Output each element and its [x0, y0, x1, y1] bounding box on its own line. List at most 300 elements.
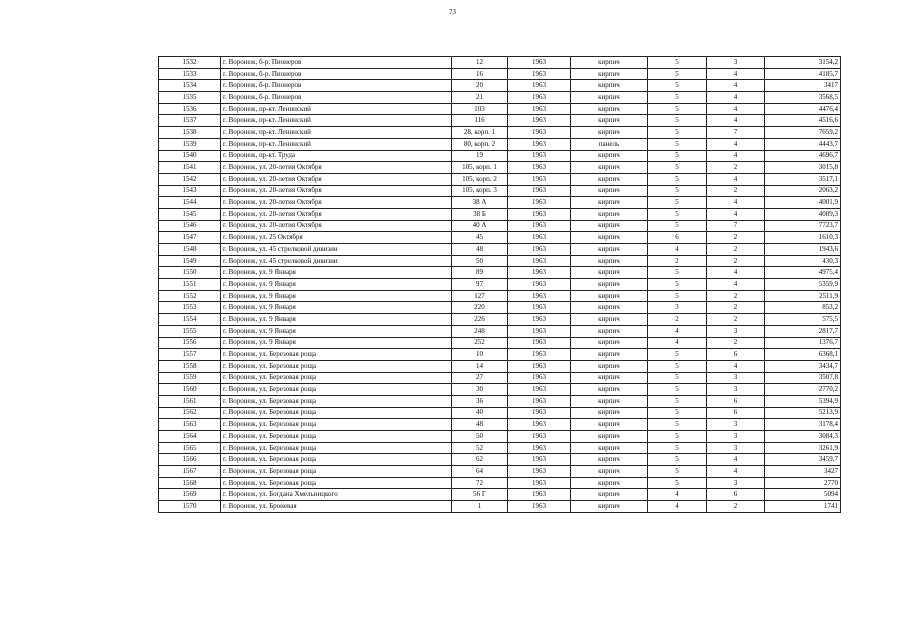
floors-cell: 5 [648, 407, 707, 419]
address-cell: г. Воронеж, ул. 20-летия Октября [221, 208, 452, 220]
wall-material-cell: кирпич [571, 290, 648, 302]
row-number-cell: 1533 [159, 68, 221, 80]
table-row [159, 138, 841, 150]
build-year-cell: 1963 [508, 360, 571, 372]
build-year-cell: 1963 [508, 185, 571, 197]
build-year-cell: 1963 [508, 197, 571, 209]
area-cell: 7723,7 [765, 220, 841, 232]
table-row [159, 220, 841, 232]
entrances-cell: 4 [707, 360, 765, 372]
wall-material-cell: кирпич [571, 384, 648, 396]
area-cell: 2770 [765, 477, 841, 489]
wall-material-cell: кирпич [571, 267, 648, 279]
area-cell: 3261,9 [765, 442, 841, 454]
house-number-cell: 48 [452, 244, 508, 256]
address-cell: г. Воронеж, ул. Березовая роща [221, 384, 452, 396]
floors-cell: 5 [648, 454, 707, 466]
entrances-cell: 3 [707, 57, 765, 69]
wall-material-cell: кирпич [571, 173, 648, 185]
build-year-cell: 1963 [508, 466, 571, 478]
wall-material-cell: кирпич [571, 68, 648, 80]
table-row [159, 232, 841, 244]
entrances-cell: 2 [707, 232, 765, 244]
address-cell: г. Воронеж, ул. Березовая роща [221, 466, 452, 478]
build-year-cell: 1963 [508, 150, 571, 162]
entrances-cell: 4 [707, 197, 765, 209]
floors-cell: 3 [648, 302, 707, 314]
row-number-cell: 1552 [159, 290, 221, 302]
area-cell: 4696,7 [765, 150, 841, 162]
floors-cell: 5 [648, 197, 707, 209]
address-cell: г. Воронеж, ул. Березовая роща [221, 419, 452, 431]
area-cell: 7659,2 [765, 127, 841, 139]
entrances-cell: 4 [707, 466, 765, 478]
floors-cell: 5 [648, 68, 707, 80]
area-cell: 1943,6 [765, 244, 841, 256]
row-number-cell: 1544 [159, 197, 221, 209]
housing-registry-table [158, 56, 841, 513]
floors-cell: 5 [648, 80, 707, 92]
entrances-cell: 4 [707, 267, 765, 279]
floors-cell: 4 [648, 501, 707, 513]
build-year-cell: 1963 [508, 232, 571, 244]
table-row [159, 314, 841, 326]
floors-cell: 5 [648, 466, 707, 478]
entrances-cell: 2 [707, 185, 765, 197]
table-row [159, 489, 841, 501]
entrances-cell: 3 [707, 384, 765, 396]
area-cell: 3517,1 [765, 173, 841, 185]
table-row [159, 244, 841, 256]
table-row [159, 57, 841, 69]
build-year-cell: 1963 [508, 244, 571, 256]
wall-material-cell: кирпич [571, 115, 648, 127]
area-cell: 3434,7 [765, 360, 841, 372]
row-number-cell: 1534 [159, 80, 221, 92]
area-cell: 6368,1 [765, 349, 841, 361]
table-row [159, 419, 841, 431]
build-year-cell: 1963 [508, 349, 571, 361]
house-number-cell: 52 [452, 442, 508, 454]
row-number-cell: 1563 [159, 419, 221, 431]
wall-material-cell: кирпич [571, 244, 648, 256]
entrances-cell: 2 [707, 290, 765, 302]
house-number-cell: 36 [452, 395, 508, 407]
row-number-cell: 1561 [159, 395, 221, 407]
build-year-cell: 1963 [508, 267, 571, 279]
area-cell: 3178,4 [765, 419, 841, 431]
house-number-cell: 226 [452, 314, 508, 326]
floors-cell: 5 [648, 395, 707, 407]
house-number-cell: 38 А [452, 197, 508, 209]
entrances-cell: 6 [707, 349, 765, 361]
table-row [159, 185, 841, 197]
floors-cell: 4 [648, 489, 707, 501]
address-cell: г. Воронеж, пр-кт. Ленинский [221, 115, 452, 127]
build-year-cell: 1963 [508, 115, 571, 127]
row-number-cell: 1564 [159, 431, 221, 443]
row-number-cell: 1559 [159, 372, 221, 384]
address-cell: г. Воронеж, ул. 45 стрелковой дивизии [221, 255, 452, 267]
entrances-cell: 4 [707, 150, 765, 162]
area-cell: 5394,9 [765, 395, 841, 407]
registry-table-body [159, 57, 841, 513]
entrances-cell: 7 [707, 220, 765, 232]
entrances-cell: 4 [707, 173, 765, 185]
floors-cell: 5 [648, 384, 707, 396]
row-number-cell: 1549 [159, 255, 221, 267]
build-year-cell: 1963 [508, 255, 571, 267]
address-cell: г. Воронеж, б-р. Пионеров [221, 57, 452, 69]
area-cell: 4516,6 [765, 115, 841, 127]
house-number-cell: 45 [452, 232, 508, 244]
row-number-cell: 1569 [159, 489, 221, 501]
address-cell: г. Воронеж, ул. Березовая роща [221, 372, 452, 384]
entrances-cell: 3 [707, 419, 765, 431]
build-year-cell: 1963 [508, 80, 571, 92]
row-number-cell: 1537 [159, 115, 221, 127]
build-year-cell: 1963 [508, 489, 571, 501]
row-number-cell: 1568 [159, 477, 221, 489]
build-year-cell: 1963 [508, 325, 571, 337]
floors-cell: 5 [648, 477, 707, 489]
row-number-cell: 1542 [159, 173, 221, 185]
area-cell: 430,3 [765, 255, 841, 267]
area-cell: 4975,4 [765, 267, 841, 279]
wall-material-cell: кирпич [571, 349, 648, 361]
build-year-cell: 1963 [508, 302, 571, 314]
house-number-cell: 12 [452, 57, 508, 69]
build-year-cell: 1963 [508, 431, 571, 443]
address-cell: г. Воронеж, пр-кт. Ленинский [221, 127, 452, 139]
entrances-cell: 2 [707, 314, 765, 326]
entrances-cell: 3 [707, 431, 765, 443]
address-cell: г. Воронеж, ул. 9 Января [221, 337, 452, 349]
entrances-cell: 2 [707, 162, 765, 174]
house-number-cell: 19 [452, 150, 508, 162]
row-number-cell: 1554 [159, 314, 221, 326]
build-year-cell: 1963 [508, 220, 571, 232]
build-year-cell: 1963 [508, 290, 571, 302]
entrances-cell: 2 [707, 501, 765, 513]
table-row [159, 255, 841, 267]
build-year-cell: 1963 [508, 208, 571, 220]
build-year-cell: 1963 [508, 68, 571, 80]
wall-material-cell: кирпич [571, 477, 648, 489]
floors-cell: 5 [648, 431, 707, 443]
wall-material-cell: кирпич [571, 220, 648, 232]
wall-material-cell: кирпич [571, 442, 648, 454]
row-number-cell: 1556 [159, 337, 221, 349]
table-row [159, 115, 841, 127]
wall-material-cell: кирпич [571, 57, 648, 69]
table-row [159, 80, 841, 92]
wall-material-cell: кирпич [571, 337, 648, 349]
wall-material-cell: кирпич [571, 419, 648, 431]
row-number-cell: 1570 [159, 501, 221, 513]
area-cell: 3154,2 [765, 57, 841, 69]
area-cell: 2770,2 [765, 384, 841, 396]
area-cell: 853,2 [765, 302, 841, 314]
row-number-cell: 1547 [159, 232, 221, 244]
wall-material-cell: кирпич [571, 314, 648, 326]
address-cell: г. Воронеж, ул. Березовая роща [221, 395, 452, 407]
wall-material-cell: кирпич [571, 302, 648, 314]
page-number: 73 [449, 8, 456, 16]
house-number-cell: 72 [452, 477, 508, 489]
area-cell: 5094 [765, 489, 841, 501]
table-row [159, 466, 841, 478]
address-cell: г. Воронеж, ул. Березовая роща [221, 407, 452, 419]
address-cell: г. Воронеж, ул. 9 Января [221, 325, 452, 337]
address-cell: г. Воронеж, б-р. Пионеров [221, 92, 452, 104]
entrances-cell: 4 [707, 279, 765, 291]
address-cell: г. Воронеж, ул. 20-летия Октября [221, 185, 452, 197]
entrances-cell: 4 [707, 208, 765, 220]
build-year-cell: 1963 [508, 92, 571, 104]
area-cell: 3015,8 [765, 162, 841, 174]
table-row [159, 279, 841, 291]
build-year-cell: 1963 [508, 127, 571, 139]
row-number-cell: 1541 [159, 162, 221, 174]
entrances-cell: 2 [707, 337, 765, 349]
address-cell: г. Воронеж, ул. 9 Января [221, 290, 452, 302]
table-row [159, 127, 841, 139]
table-row [159, 325, 841, 337]
area-cell: 5213,9 [765, 407, 841, 419]
address-cell: г. Воронеж, ул. Березовая роща [221, 442, 452, 454]
row-number-cell: 1548 [159, 244, 221, 256]
address-cell: г. Воронеж, ул. Березовая роща [221, 360, 452, 372]
wall-material-cell: кирпич [571, 92, 648, 104]
build-year-cell: 1963 [508, 138, 571, 150]
area-cell: 5359,9 [765, 279, 841, 291]
row-number-cell: 1566 [159, 454, 221, 466]
wall-material-cell: кирпич [571, 232, 648, 244]
wall-material-cell: кирпич [571, 489, 648, 501]
table-row [159, 92, 841, 104]
wall-material-cell: кирпич [571, 395, 648, 407]
entrances-cell: 4 [707, 454, 765, 466]
house-number-cell: 220 [452, 302, 508, 314]
house-number-cell: 16 [452, 68, 508, 80]
entrances-cell: 3 [707, 372, 765, 384]
house-number-cell: 50 [452, 255, 508, 267]
row-number-cell: 1540 [159, 150, 221, 162]
house-number-cell: 105, корп. 3 [452, 185, 508, 197]
wall-material-cell: кирпич [571, 372, 648, 384]
house-number-cell: 127 [452, 290, 508, 302]
row-number-cell: 1567 [159, 466, 221, 478]
entrances-cell: 4 [707, 80, 765, 92]
area-cell: 1610,3 [765, 232, 841, 244]
entrances-cell: 3 [707, 325, 765, 337]
wall-material-cell: кирпич [571, 431, 648, 443]
table-row [159, 349, 841, 361]
wall-material-cell: кирпич [571, 127, 648, 139]
row-number-cell: 1565 [159, 442, 221, 454]
floors-cell: 5 [648, 442, 707, 454]
row-number-cell: 1545 [159, 208, 221, 220]
row-number-cell: 1543 [159, 185, 221, 197]
house-number-cell: 1 [452, 501, 508, 513]
address-cell: г. Воронеж, ул. 9 Января [221, 314, 452, 326]
row-number-cell: 1536 [159, 103, 221, 115]
table-row [159, 337, 841, 349]
house-number-cell: 20 [452, 80, 508, 92]
floors-cell: 5 [648, 57, 707, 69]
entrances-cell: 2 [707, 302, 765, 314]
row-number-cell: 1535 [159, 92, 221, 104]
area-cell: 2063,2 [765, 185, 841, 197]
house-number-cell: 10 [452, 349, 508, 361]
house-number-cell: 252 [452, 337, 508, 349]
table-row [159, 162, 841, 174]
house-number-cell: 62 [452, 454, 508, 466]
floors-cell: 5 [648, 372, 707, 384]
area-cell: 3417 [765, 80, 841, 92]
entrances-cell: 2 [707, 255, 765, 267]
table-row [159, 150, 841, 162]
house-number-cell: 103 [452, 103, 508, 115]
build-year-cell: 1963 [508, 454, 571, 466]
build-year-cell: 1963 [508, 395, 571, 407]
floors-cell: 2 [648, 255, 707, 267]
row-number-cell: 1538 [159, 127, 221, 139]
floors-cell: 5 [648, 419, 707, 431]
entrances-cell: 3 [707, 477, 765, 489]
floors-cell: 5 [648, 290, 707, 302]
wall-material-cell: кирпич [571, 325, 648, 337]
floors-cell: 5 [648, 115, 707, 127]
entrances-cell: 6 [707, 489, 765, 501]
build-year-cell: 1963 [508, 314, 571, 326]
area-cell: 3568,5 [765, 92, 841, 104]
address-cell: г. Воронеж, ул. Богдана Хмельницкого [221, 489, 452, 501]
address-cell: г. Воронеж, б-р. Пионеров [221, 80, 452, 92]
wall-material-cell: кирпич [571, 466, 648, 478]
floors-cell: 5 [648, 127, 707, 139]
house-number-cell: 56 Г [452, 489, 508, 501]
area-cell: 2511,9 [765, 290, 841, 302]
house-number-cell: 28, корп. 1 [452, 127, 508, 139]
floors-cell: 2 [648, 314, 707, 326]
house-number-cell: 97 [452, 279, 508, 291]
address-cell: г. Воронеж, пр-кт. Ленинский [221, 103, 452, 115]
area-cell: 1376,7 [765, 337, 841, 349]
address-cell: г. Воронеж, ул. Березовая роща [221, 349, 452, 361]
area-cell: 1741 [765, 501, 841, 513]
address-cell: г. Воронеж, ул. 20-летия Октября [221, 162, 452, 174]
row-number-cell: 1562 [159, 407, 221, 419]
area-cell: 575,5 [765, 314, 841, 326]
address-cell: г. Воронеж, ул. Березовая роща [221, 477, 452, 489]
wall-material-cell: кирпич [571, 279, 648, 291]
address-cell: г. Воронеж, ул. Броневая [221, 501, 452, 513]
address-cell: г. Воронеж, ул. Березовая роща [221, 454, 452, 466]
house-number-cell: 64 [452, 466, 508, 478]
entrances-cell: 4 [707, 103, 765, 115]
floors-cell: 5 [648, 185, 707, 197]
floors-cell: 5 [648, 360, 707, 372]
wall-material-cell: кирпич [571, 197, 648, 209]
row-number-cell: 1557 [159, 349, 221, 361]
row-number-cell: 1551 [159, 279, 221, 291]
entrances-cell: 4 [707, 115, 765, 127]
build-year-cell: 1963 [508, 279, 571, 291]
build-year-cell: 1963 [508, 57, 571, 69]
area-cell: 4089,3 [765, 208, 841, 220]
floors-cell: 5 [648, 279, 707, 291]
address-cell: г. Воронеж, ул. 25 Октября [221, 232, 452, 244]
entrances-cell: 3 [707, 442, 765, 454]
table-row [159, 407, 841, 419]
address-cell: г. Воронеж, ул. 20-летия Октября [221, 197, 452, 209]
table-row [159, 68, 841, 80]
house-number-cell: 27 [452, 372, 508, 384]
area-cell: 4001,9 [765, 197, 841, 209]
table-row [159, 197, 841, 209]
table-row [159, 173, 841, 185]
area-cell: 3507,8 [765, 372, 841, 384]
floors-cell: 5 [648, 103, 707, 115]
house-number-cell: 80, корп. 2 [452, 138, 508, 150]
area-cell: 3427 [765, 466, 841, 478]
wall-material-cell: кирпич [571, 255, 648, 267]
build-year-cell: 1963 [508, 337, 571, 349]
floors-cell: 5 [648, 220, 707, 232]
area-cell: 2817,7 [765, 325, 841, 337]
table-row [159, 395, 841, 407]
address-cell: г. Воронеж, пр-кт. Труда [221, 150, 452, 162]
row-number-cell: 1546 [159, 220, 221, 232]
table-row [159, 103, 841, 115]
wall-material-cell: кирпич [571, 360, 648, 372]
table-row [159, 431, 841, 443]
table-row [159, 442, 841, 454]
build-year-cell: 1963 [508, 442, 571, 454]
wall-material-cell: панель [571, 138, 648, 150]
build-year-cell: 1963 [508, 477, 571, 489]
wall-material-cell: кирпич [571, 501, 648, 513]
entrances-cell: 4 [707, 92, 765, 104]
address-cell: г. Воронеж, ул. 9 Января [221, 267, 452, 279]
wall-material-cell: кирпич [571, 185, 648, 197]
wall-material-cell: кирпич [571, 162, 648, 174]
entrances-cell: 4 [707, 138, 765, 150]
floors-cell: 5 [648, 150, 707, 162]
area-cell: 4185,7 [765, 68, 841, 80]
table-row [159, 360, 841, 372]
floors-cell: 5 [648, 173, 707, 185]
entrances-cell: 2 [707, 244, 765, 256]
house-number-cell: 14 [452, 360, 508, 372]
house-number-cell: 248 [452, 325, 508, 337]
floors-cell: 6 [648, 232, 707, 244]
wall-material-cell: кирпич [571, 407, 648, 419]
wall-material-cell: кирпич [571, 103, 648, 115]
row-number-cell: 1558 [159, 360, 221, 372]
house-number-cell: 38 Б [452, 208, 508, 220]
area-cell: 3084,3 [765, 431, 841, 443]
area-cell: 4443,7 [765, 138, 841, 150]
build-year-cell: 1963 [508, 501, 571, 513]
address-cell: г. Воронеж, б-р. Пионеров [221, 68, 452, 80]
house-number-cell: 40 А [452, 220, 508, 232]
house-number-cell: 21 [452, 92, 508, 104]
wall-material-cell: кирпич [571, 454, 648, 466]
address-cell: г. Воронеж, пр-кт. Ленинский [221, 138, 452, 150]
